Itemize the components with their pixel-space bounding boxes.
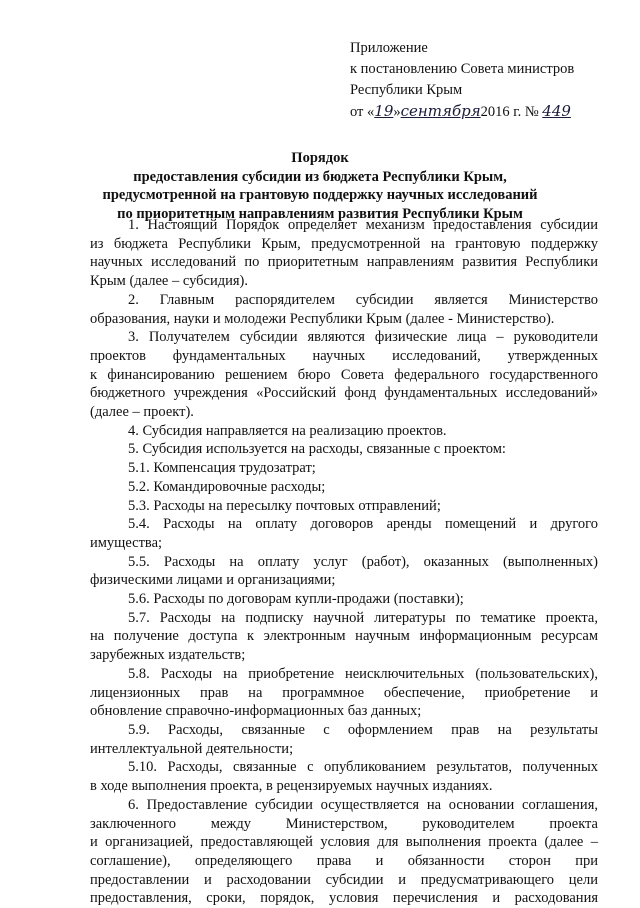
handwritten-number: 449: [542, 102, 571, 120]
body-line: интеллектуальной деятельности;: [90, 740, 294, 757]
body-line: зарубежных издательств;: [90, 647, 246, 664]
date-year: 2016 г. №: [480, 104, 539, 120]
body-line: к финансированию решением бюро Совета федерального государственного: [90, 366, 598, 383]
handwritten-day: 19: [374, 102, 394, 120]
appendix-republic: Республики Крым: [350, 82, 463, 98]
body-line: предоставлении и расходовании субсидии и предусматривающего цели: [90, 871, 598, 888]
body-line: бюджетного учреждения «Российский фонд фундаментальных исследований»: [90, 385, 598, 402]
body-line: в ходе выполнения проекта, в рецензируемых научных изданиях.: [90, 778, 493, 795]
body-line: 2. Главным распорядителем субсидии является Министерство: [128, 291, 598, 308]
title-line-3: предусмотренной на грантовую поддержку научных исследований: [102, 187, 538, 203]
body-line: 6. Предоставление субсидии осуществляется на основании соглашения,: [128, 796, 598, 813]
body-line: 5.9. Расходы, связанные с оформлением прав на результаты: [128, 721, 598, 738]
handwritten-month: сентября: [400, 102, 481, 120]
body-line: обновление справочно-информационных баз данных;: [90, 703, 422, 720]
body-line: проектов фундаментальных научных исследований, утвержденных: [90, 347, 598, 364]
body-line: 5.10. Расходы, связанные с опубликованием результатов, полученных: [128, 759, 598, 776]
body-line: (далее – проект).: [90, 404, 194, 421]
body-line: на получение доступа к электронным научным информационным ресурсам: [90, 628, 598, 645]
body-line: 5.2. Командировочные расходы;: [128, 478, 326, 495]
body-line: заключенного между Министерством, руководителем проекта: [90, 815, 598, 832]
appendix-title: Приложение: [350, 40, 428, 56]
body-line: предоставления, сроки, порядок, условия перечисления и расходования: [90, 890, 598, 907]
document-body: [90, 216, 598, 908]
title-line-1: Порядок: [291, 150, 349, 166]
appendix-date-line: [350, 101, 620, 123]
appendix-resolution: к постановлению Совета министров: [350, 61, 575, 77]
body-line: и организацией, предоставляющей условия для выполнения проекта (далее –: [90, 834, 598, 851]
body-line: 5.4. Расходы на оплату договоров аренды помещений и другого: [128, 516, 598, 533]
body-line: 5. Субсидия используется на расходы, связанные с проектом:: [128, 441, 506, 458]
body-line: 5.8. Расходы на приобретение неисключительных (пользовательских),: [128, 665, 598, 682]
title-line-2: предоставления субсидии из бюджета Республики Крым,: [133, 168, 507, 185]
body-line: соглашение), определяющего права и обязанности сторон при: [90, 852, 598, 869]
body-line: 5.1. Компенсация трудозатрат;: [128, 460, 316, 477]
body-line: 5.7. Расходы на подписку научной литературы по тематике проекта,: [128, 609, 598, 626]
body-line: 1. Настоящий Порядок определяет механизм предоставления субсидии: [128, 217, 598, 233]
document-title: [0, 149, 640, 223]
body-line: из бюджета Республики Крым, предусмотренной на грантовую поддержку: [90, 235, 598, 252]
body-line: научных исследований по приоритетным направлениям развития Республики: [90, 254, 598, 271]
body-line: 5.6. Расходы по договорам купли-продажи (поставки);: [128, 591, 464, 608]
body-line: 5.5. Расходы на оплату услуг (работ), оказанных (выполненных): [128, 553, 598, 570]
body-line: 4. Субсидия направляется на реализацию проектов.: [128, 422, 447, 439]
body-line: 3. Получателем субсидии являются физические лица – руководители: [128, 329, 598, 346]
appendix-block: [350, 38, 620, 123]
date-prefix: от «: [350, 104, 375, 120]
body-line: физическими лицами и организациями;: [90, 572, 336, 589]
body-line: Крым (далее – субсидия).: [90, 273, 248, 290]
date-mid: »: [393, 104, 401, 120]
title-line-4: по приоритетным направлениям развития Республики Крым: [117, 205, 523, 222]
body-line: имущества;: [90, 534, 163, 551]
body-line: образования, науки и молодежи Республики Крым (далее - Министерство).: [90, 310, 555, 327]
body-line: лицензионных прав на программное обеспечение, приобретение и: [90, 684, 598, 701]
body-line: 5.3. Расходы на пересылку почтовых отправлений;: [128, 497, 441, 514]
